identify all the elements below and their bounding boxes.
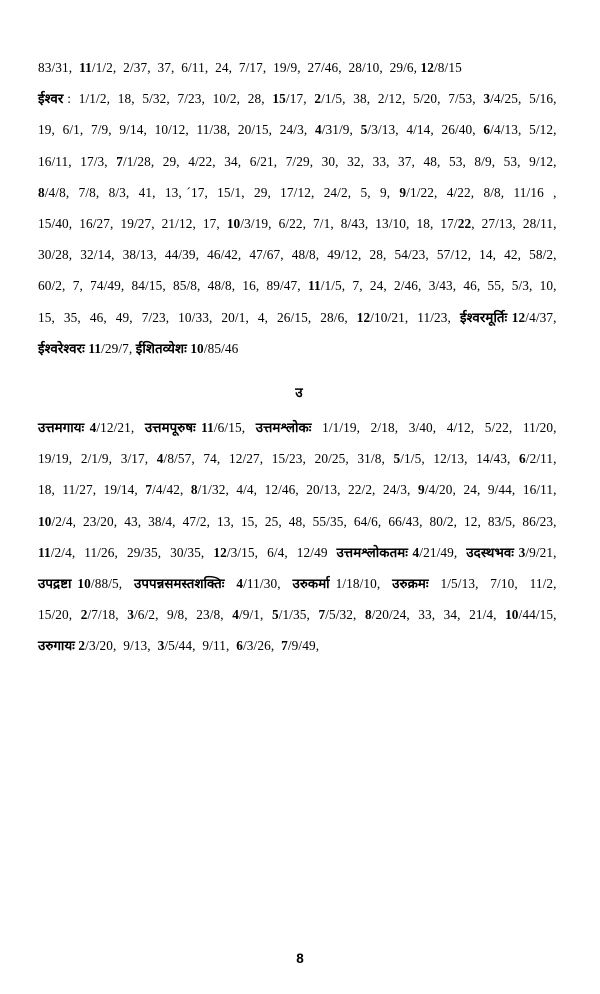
page-number: 8 (296, 951, 304, 966)
entry-block-ishvara (38, 83, 560, 364)
index-entry-continued: 83/31, 11/1/2, 2/37, 37, 6/11, 24, 7/17, 19/9, 27/46, 28/10, 29/6, 12/8/15 (38, 60, 462, 75)
index-entry-ishvara: ईश्वर : 1/1/2, 18, 5/32, 7/23, 10/2, 28, 15/17, 2/1/5, 38, 2/12, 5/20, 7/53, 3/4/25, 5/16, 19, 6/1, 7/9, 9/14, 10/12, 11/38, 20/15, 24/3, 4/31/9, 5/3/13, 4/14, 26/40, 6/4/13, 5/12, 16/11, 17/3, 7/1/28, 29, 4/22, 34, 6/21, 7/29, 30, 32, 33, 37, 48, 53, 8/9, 53, 9/12, 8/4/8, 7/8, 8/3, 41, 13, ´17, 15/1, 29, 17/12, 24/2, 5, 9, 9/1/22, 4/22, 8/8, 11/16 , 15/40, 16/27, 19/27, 21/12, 17, 10/3/19, 6/22, 7/1, 8/43, 13/10, 18, 17/22, 27/13, 28/11, 30/28, 32/14, 38/13, 44/39, 46/42, 47/67, 48/8, 49/12, 28, 54/23, 57/12, 14, 42, 58/2, 60/2, 7, 74/49, 84/15, 85/8, 48/8, 16, 89/47, 11/1/5, 7, 24, 2/46, 3/43, 46, 55, 5/3, 10, 15, 35, 46, 49, 7/23, 10/33, 20/1, 4, 26/15, 28/6, 12/10/21, 11/23, ईश्वरमूर्तिः 12/4/37, ईश्वरेश्वरः 11/29/7, ईशितव्येशः 10/85/46 (38, 91, 561, 356)
section-heading-u: उ (295, 385, 303, 401)
entry-block-continued (38, 52, 560, 83)
entry-block-uttamagayah (38, 412, 560, 662)
index-entry-uttamagayah: उत्तमगायः 4/12/21, उत्तमपूरुषः 11/6/15, उत्तमश्लोकः 1/1/19, 2/18, 3/40, 4/12, 5/22, 11/20, 19/19, 2/1/9, 3/17, 4/8/57, 74, 12/27, 15/23, 20/25, 31/8, 5/1/5, 12/13, 14/43, 6/2/11, 18, 11/27, 19/14, 7/4/42, 8/1/32, 4/4, 12/46, 20/13, 22/2, 24/3, 9/4/20, 24, 9/44, 16/11, 10/2/4, 23/20, 43, 38/4, 47/2, 13, 15, 25, 48, 55/35, 64/6, 66/43, 80/2, 12, 83/5, 86/23, 11/2/4, 11/26, 29/35, 30/35, 12/3/15, 6/4, 12/49 उत्तमश्लोकतमः 4/21/49, उदस्थभवः 3/9/21, उपद्रष्टा 10/88/5, उपपन्नसमस्तशक्तिः 4/11/30, उरुकर्मा 1/18/10, उरुक्रमः 1/5/13, 7/10, 11/2, 15/20, 2/7/18, 3/6/2, 9/8, 23/8, 4/9/1, 5/1/35, 7/5/32, 8/20/24, 33, 34, 21/4, 10/44/15, उरुगायः 2/3/20, 9/13, 3/5/44, 9/11, 6/3/26, 7/9/49, (38, 420, 561, 654)
